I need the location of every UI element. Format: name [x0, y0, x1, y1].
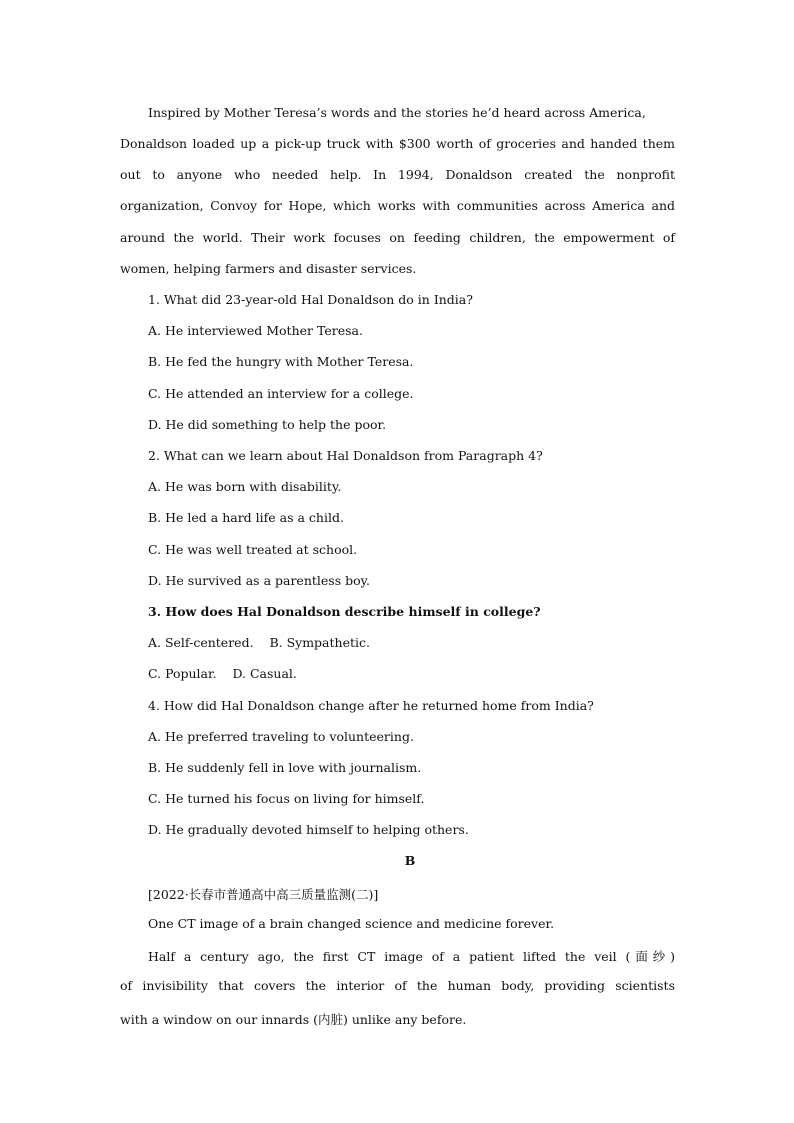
question-stem: 2. What can we learn about Hal Donaldson from Paragraph 4?: [148, 448, 543, 463]
paragraph-line: Half a century ago, the first CT image of a patient lifted the veil (面纱): [148, 949, 675, 964]
paragraph-line: One CT image of a brain changed science and medicine forever.: [148, 916, 555, 931]
source-note: [2022·长春市普通高中高三质量监测(二)]: [148, 887, 379, 902]
paragraph-line: around the world. Their work focuses on feeding children, the empowerment of: [120, 230, 675, 245]
paragraph-line: Donaldson loaded up a pick-up truck with $300 worth of groceries and handed them: [120, 136, 675, 151]
answer-option: D. He gradually devoted himself to helping others.: [148, 822, 469, 837]
answer-option: D. He did something to help the poor.: [148, 417, 387, 432]
question-stem: 4. How did Hal Donaldson change after he returned home from India?: [148, 698, 594, 713]
paragraph-line: women, helping farmers and disaster services.: [120, 261, 417, 276]
answer-option: A. He was born with disability.: [148, 479, 342, 494]
question-stem: 1. What did 23-year-old Hal Donaldson do in India?: [148, 292, 473, 307]
paragraph-line: of invisibility that covers the interior of the human body, providing scientists: [120, 978, 675, 993]
answer-option: C. Popular. D. Casual.: [148, 666, 297, 681]
answer-option: B. He suddenly fell in love with journalism.: [148, 760, 422, 775]
answer-option: B. He fed the hungry with Mother Teresa.: [148, 354, 414, 369]
paragraph-line: organization, Convoy for Hope, which works with communities across America and: [120, 198, 675, 213]
paragraph-line: with a window on our innards (内脏) unlike any before.: [120, 1012, 467, 1027]
answer-option: A. He interviewed Mother Teresa.: [148, 323, 363, 338]
answer-option: D. He survived as a parentless boy.: [148, 573, 370, 588]
answer-option: C. He turned his focus on living for himself.: [148, 791, 425, 806]
section-heading: B: [404, 853, 416, 868]
answer-option: C. He was well treated at school.: [148, 542, 358, 557]
answer-option: C. He attended an interview for a college.: [148, 386, 414, 401]
answer-option: B. He led a hard life as a child.: [148, 510, 344, 525]
answer-option: A. He preferred traveling to volunteering.: [148, 729, 414, 744]
paragraph-line: out to anyone who needed help. In 1994, Donaldson created the nonprofit: [120, 167, 675, 182]
question-stem: 3. How does Hal Donaldson describe himself in college?: [148, 604, 541, 619]
paragraph-line: Inspired by Mother Teresa’s words and the stories he’d heard across America,: [148, 105, 646, 120]
answer-option: A. Self-centered. B. Sympathetic.: [148, 635, 370, 650]
